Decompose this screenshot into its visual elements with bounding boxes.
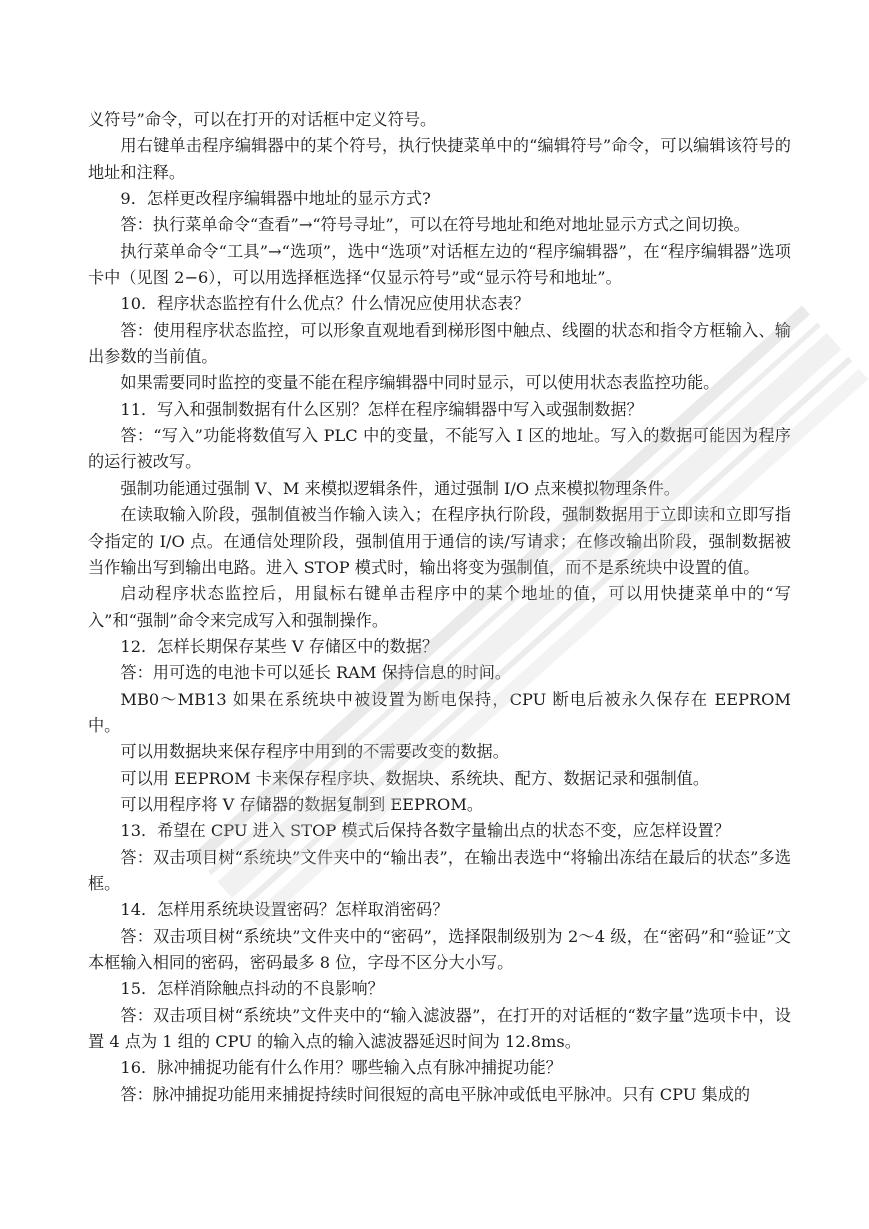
paragraph: 用右键单击程序编辑器中的某个符号，执行快捷菜单中的“编辑符号”命令，可以编辑该符号的地址和注释。	[88, 136, 791, 182]
paragraph: 义符号”命令，可以在打开的对话框中定义符号。	[88, 110, 437, 129]
paragraph: 16．脉冲捕捉功能有什么作用？哪些输入点有脉冲捕捉功能？	[120, 1058, 562, 1078]
paragraph: 答：双击项目树“系统块”文件夹中的“密码”，选择限制级别为 2～4 级，在“密码”和“验证”文本框输入相同的密码，密码最多 8 位，字母不区分大小写。	[88, 926, 791, 972]
paragraph: 可以用程序将 V 存储器的数据复制到 EEPROM。	[120, 794, 484, 814]
paragraph: 13．希望在 CPU 进入 STOP 模式后保持各数字量输出点的状态不变，应怎样设置？	[120, 821, 730, 841]
paragraph: 答：执行菜单命令“查看”→“符号寻址”，可以在符号地址和绝对地址显示方式之间切换。	[120, 215, 750, 235]
paragraph: 15．怎样消除触点抖动的不良影响？	[120, 979, 384, 999]
paragraph: 在读取输入阶段，强制值被当作输入读入；在程序执行阶段，强制数据用于立即读和立即写指令指定的 I/O 点。在通信处理阶段，强制值用于通信的读/写请求；在修改输出阶段，强制数据被当作输出写到输出电路。进入 STOP 模式时，输出将变为强制值，而不是系统块中设置的值。	[88, 505, 791, 577]
paragraph: 12．怎样长期保存某些 V 存储区中的数据？	[120, 636, 439, 656]
paragraph: 14．怎样用系统块设置密码？怎样取消密码？	[120, 900, 449, 920]
paragraph: 答：双击项目树“系统块”文件夹中的“输出表”，在输出表选中“将输出冻结在最后的状态”多选框。	[88, 847, 791, 893]
paragraph: 执行菜单命令“工具”→“选项”，选中“选项”对话框左边的“程序编辑器”，在“程序编辑器”选项卡中（见图 2−6），可以用选择框选择“仅显示符号”或“显示符号和地址”。	[88, 241, 791, 288]
paragraph: 答：“写入”功能将数值写入 PLC 中的变量，不能写入 I 区的地址。写入的数据可能因为程序的运行被改写。	[88, 426, 791, 472]
paragraph: 如果需要同时监控的变量不能在程序编辑器中同时显示，可以使用状态表监控功能。	[120, 373, 720, 393]
paragraph: 11．写入和强制数据有什么区别？怎样在程序编辑器中写入或强制数据？	[120, 399, 643, 419]
paragraph: 强制功能通过强制 V、M 来模拟逻辑条件，通过强制 I/O 点来模拟物理条件。	[120, 478, 680, 498]
paragraph: 9．怎样更改程序编辑器中地址的显示方式?	[120, 189, 431, 209]
paragraph: 可以用数据块来保存程序中用到的不需要改变的数据。	[120, 742, 509, 762]
paragraph: MB0～MB13 如果在系统块中被设置为断电保持，CPU 断电后被永久保存在 EEPROM 中。	[88, 689, 791, 735]
paragraph: 答：使用程序状态监控，可以形象直观地看到梯形图中触点、线圈的状态和指令方框输入、输出参数的当前值。	[88, 320, 791, 367]
paragraph: 10．程序状态监控有什么优点？什么情况应使用状态表？	[120, 294, 530, 314]
paragraph: 答：双击项目树“系统块”文件夹中的“输入滤波器”，在打开的对话框的“数字量”选项卡中，设置 4 点为 1 组的 CPU 的输入点的输入滤波器延迟时间为 12.8ms。	[88, 1005, 791, 1052]
paragraph: 答：脉冲捕捉功能用来捕捉持续时间很短的高电平脉冲或低电平脉冲。只有 CPU 集成的	[120, 1084, 751, 1104]
document-body	[88, 107, 791, 1108]
paragraph: 可以用 EEPROM 卡来保存程序块、数据块、系统块、配方、数据记录和强制值。	[120, 768, 710, 788]
paragraph: 答：用可选的电池卡可以延长 RAM 保持信息的时间。	[120, 663, 512, 683]
paragraph: 启动程序状态监控后，用鼠标右键单击程序中的某个地址的值，可以用快捷菜单中的“写入”和“强制”命令来完成写入和强制操作。	[88, 584, 791, 630]
